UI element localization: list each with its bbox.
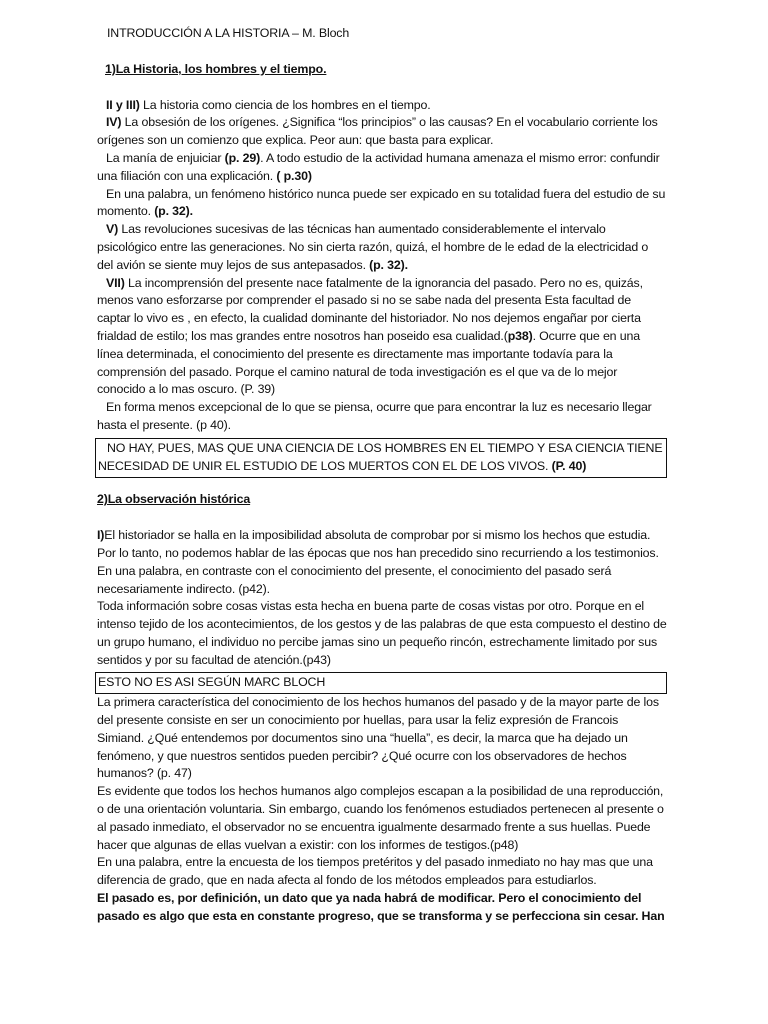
boxed-text: NO HAY, PUES, MAS QUE UNA CIENCIA DE LOS HOMBRES EN EL TIEMPO Y ESA CIENCIA TIENE NECESIDAD DE UNIR EL ESTUDIO DE LOS MUERTOS CON EL DE LOS VIVOS. xyxy=(98,440,663,473)
paragraph-text: Es evidente que todos los hechos humanos algo complejos escapan a la posibilidad de una reproducción, o de una orientación voluntaria. Sin embargo, cuando los fenómenos estudiados pertenecen al presente o al pasado inmediato, el observador no se encuentra igualmente desarmado frente a sus huellas. Puede hacer que algunas de ellas vuelvan a existir: con los informes de testigos.(p48) xyxy=(97,784,664,852)
paragraph-text: Las revoluciones sucesivas de las técnicas han aumentado considerablemente el intervalo psicológico entre las generaciones. No sin cierta razón, quizá, el hombre de le edad de la electricidad o del avión se siente muy lejos de sus antepasados. xyxy=(97,222,649,272)
paragraph-text: El historiador se halla en la imposibilidad absoluta de comprobar por si mismo los hechos que estudia. Por lo tanto, no podemos hablar de las épocas que nos han precedido sino recurriendo a los testimonios. En una palabra, en contraste con el conocimiento del presente, el conocimiento del pasado será necesariamente indirecto. (p42). xyxy=(97,528,659,596)
paragraph xyxy=(97,527,667,598)
paragraph-text: Toda información sobre cosas vistas esta hecha en buena parte de cosas vistas por otro. Porque en el intenso tejido de los acontecimientos, de los gestos y de las palabras de que esta compuesto el destino de un grupo humano, el individuo no percibe jamas sino un pequeño rincón, estrechamente limitado por sus sentidos y por su facultad de atención.(p43) xyxy=(97,599,667,667)
paragraph-label: II y III) xyxy=(106,97,140,112)
page-reference: (p. 29) xyxy=(224,150,261,165)
paragraph xyxy=(97,275,667,400)
paragraph xyxy=(97,890,667,926)
paragraph-text: La obsesión de los orígenes. ¿Significa “los principios” o las causas? En el vocabulario corriente los orígenes son un comienzo que explica. Peor aun: que basta para explicar. xyxy=(97,115,658,148)
paragraph xyxy=(97,783,667,854)
paragraph-text: En una palabra, un fenómeno histórico nunca puede ser expicado en su totalidad fuera del estudio de su momento. xyxy=(97,186,666,219)
page-reference: p38) xyxy=(507,328,533,343)
page-reference: (p. 32). xyxy=(154,204,193,219)
paragraph xyxy=(97,694,667,783)
paragraph-text: En una palabra, entre la encuesta de los tiempos pretéritos y del pasado inmediato no hay mas que una diferencia de grado, que en nada afecta al fondo de los métodos empleados para estudiarlos. xyxy=(97,855,653,888)
document-title: INTRODUCCIÓN A LA HISTORIA – M. Bloch xyxy=(107,26,350,40)
paragraph-label: I) xyxy=(97,528,105,543)
paragraph xyxy=(97,114,667,150)
page-reference: ( p.30) xyxy=(276,168,312,183)
paragraph xyxy=(97,97,667,115)
page-reference: (P. 40) xyxy=(551,458,587,473)
section-2-heading: 2)La observación histórica xyxy=(97,492,251,507)
highlight-box xyxy=(95,438,667,479)
paragraph-text: La historia como ciencia de los hombres en el tiempo. xyxy=(139,97,431,112)
paragraph xyxy=(97,150,667,186)
paragraph-text: . Ocurre que en una línea determinada, el conocimiento del presente es directamente mas importante todavía para la comprensión del pasado. Porque el camino natural de toda investigación es el que va de lo mejor conocido a lo mas oscuro. (P. 39) xyxy=(97,328,640,397)
paragraph-text: La incomprensión del presente nace fatalmente de la ignorancia del pasado. Pero no es, quizás, menos vano esforzarse por comprender el pasado si no se sabe nada del presenta Esta facultad de captar lo vivo es , en efecto, la cualidad dominante del historiador. No nos dejemos engañar por cierta frialdad de estilo; los mas grandes entre nosotros han poseido esa cualidad.( xyxy=(97,275,643,343)
section-1-heading: 1)La Historia, los hombres y el tiempo. xyxy=(105,61,327,76)
paragraph xyxy=(97,399,667,435)
highlight-box xyxy=(95,672,667,695)
paragraph xyxy=(97,854,667,890)
paragraph xyxy=(97,221,667,274)
document-page xyxy=(97,25,667,926)
paragraph-text: La primera característica del conocimiento de los hechos humanos del pasado y de la mayor parte de los del presente consiste en ser un conocimiento por huellas, para usar la feliz expresión de Francois Simiand. ¿Qué entendemos por documentos sino una “huella”, es decir, la marca que ha dejado un fenómeno, y que nuestros sentidos pueden percibir? ¿Qué ocurre con los observadores de hechos humanos? (p. 47) xyxy=(97,695,659,781)
paragraph-label: VII) xyxy=(106,275,125,290)
paragraph-text: El pasado es, por definición, un dato que ya nada habrá de modificar. Pero el conocimiento del pasado es algo que esta en constante progreso, que se transforma y se perfecciona sin cesar. Han xyxy=(97,891,665,923)
paragraph-label: V) xyxy=(106,222,119,237)
paragraph xyxy=(97,186,667,222)
paragraph-text: La manía de enjuiciar xyxy=(106,150,225,165)
paragraph-label: IV) xyxy=(106,115,122,130)
boxed-statement xyxy=(98,440,666,476)
boxed-statement: ESTO NO ES ASI SEGÚN MARC BLOCH xyxy=(98,674,326,689)
paragraph-text: . A todo estudio de la actividad humana amenaza el mismo error: confundir una filiación con una explicación. xyxy=(97,150,660,183)
paragraph xyxy=(97,598,667,669)
paragraph-text: En forma menos excepcional de lo que se piensa, ocurre que para encontrar la luz es necesario llegar hasta el presente. (p 40). xyxy=(97,400,652,432)
page-reference: (p. 32). xyxy=(369,257,408,272)
